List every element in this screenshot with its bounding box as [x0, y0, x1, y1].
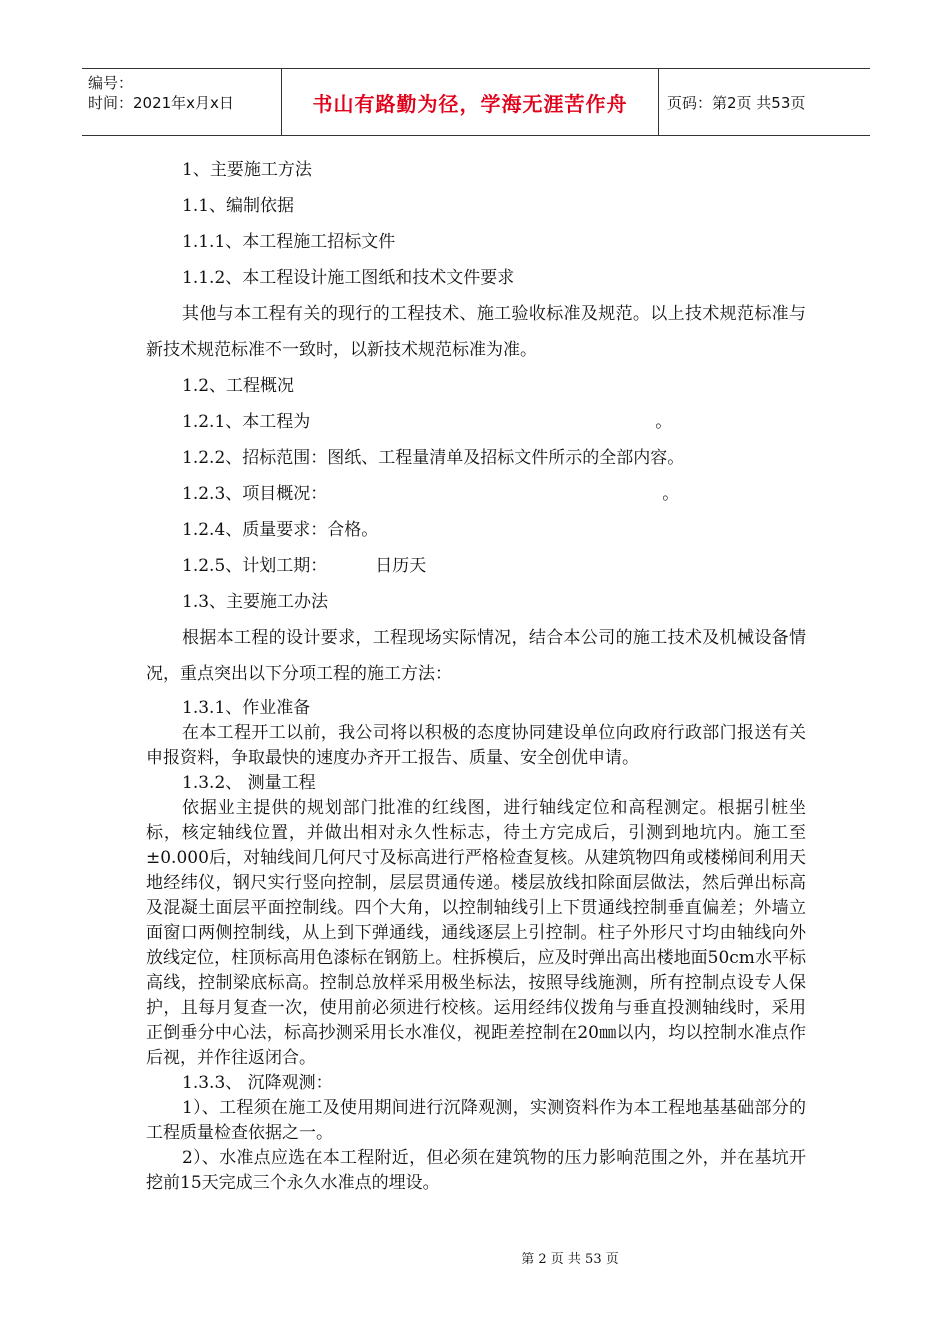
header-meta — [82, 69, 282, 135]
line-1-2-5-end: 日历天 — [375, 556, 427, 576]
line-1-2-5-text: 1.2.5、计划工期： — [182, 556, 328, 576]
line-1-2-3-text: 1.2.3、项目概况： — [182, 484, 328, 504]
paragraph-settlement-2: 2）、水准点应选在本工程附近，但必须在建筑物的压力影响范围之外，并在基坑开挖前15天完成三个永久水准点的埋设。 — [146, 1148, 806, 1193]
heading-1: 1、主要施工方法 — [182, 160, 312, 180]
line-1-2-5 — [146, 548, 806, 584]
heading-1-3-3: 1.3.3、 沉降观测： — [182, 1073, 333, 1093]
heading-1-3-2: 1.3.2、 测量工程 — [182, 773, 316, 793]
doc-code-label: 编号： — [88, 74, 134, 92]
paragraph-preparation: 在本工程开工以前，我公司将以积极的态度协同建设单位向政府行政部门报送有关申报资料，争取最快的速度办齐开工报告、质量、安全创优申请。 — [146, 723, 806, 768]
header-motto: 书山有路勤为径，学海无涯苦作舟 — [282, 69, 659, 135]
heading-1-3-1: 1.3.1、作业准备 — [182, 698, 311, 718]
page-header — [82, 68, 870, 136]
line-1-2-1-end: 。 — [655, 412, 673, 432]
header-page-info: 页码：第2页 共53页 — [667, 93, 806, 112]
line-1-2-2: 1.2.2、招标范围：图纸、工程量清单及招标文件所示的全部内容。 — [182, 448, 685, 468]
document-body — [146, 152, 806, 1196]
line-1-2-1 — [146, 404, 806, 440]
paragraph-survey: 依据业主提供的规划部门批准的红线图，进行轴线定位和高程测定。根据引桩坐标，核定轴线位置，并做出相对永久性标志，待土方完成后，引测到地坑内。施工至±0.000后，对轴线间几何尺寸及标高进行严格检查复核。从建筑物四角或楼梯间利用天地经纬仪，钢尺实行竖向控制，层层贯通传递。楼层放线扣除面层做法，然后弹出标高及混凝土面层平面控制线。四个大角，以控制轴线引上下贯通线控制垂直偏差；外墙立面窗口两侧控制线，从上到下弹通线，通线逐层上引控制。柱子外形尺寸均由轴线向外放线定位，柱顶标高用色漆标在钢筋上。柱拆模后，应及时弹出高出楼地面50cm水平标高线，控制梁底标高。控制总放样采用极坐标法，按照导线施测，所有控制点设专人保护，且每月复查一次，使用前必须进行校核。运用经纬仪拨角与垂直投测轴线时，采用正倒垂分中心法，标高抄测采用长水准仪，视距差控制在20㎜以内，均以控制水准点作后视，并作往返闭合。 — [146, 798, 806, 1068]
heading-1-1-1: 1.1.1、本工程施工招标文件 — [182, 232, 396, 252]
heading-1-2: 1.2、工程概况 — [182, 376, 295, 396]
paragraph-standards: 其他与本工程有关的现行的工程技术、施工验收标准及规范。以上技术规范标准与新技术规范标准不一致时，以新技术规范标准为准。 — [146, 304, 806, 360]
heading-1-1-2: 1.1.2、本工程设计施工图纸和技术文件要求 — [182, 268, 515, 288]
line-1-2-3-end: 。 — [662, 484, 680, 504]
paragraph-methods: 根据本工程的设计要求，工程现场实际情况，结合本公司的施工技术及机械设备情况，重点突出以下分项工程的施工方法： — [146, 628, 806, 684]
heading-1-3: 1.3、主要施工办法 — [182, 592, 329, 612]
line-1-2-4: 1.2.4、质量要求：合格。 — [182, 520, 379, 540]
line-1-2-1-text: 1.2.1、本工程为 — [182, 412, 311, 432]
line-1-2-3 — [146, 476, 806, 512]
page-footer: 第 2 页 共 53 页 — [521, 1252, 619, 1267]
heading-1-1: 1.1、编制依据 — [182, 196, 295, 216]
doc-time: 时间：2021年x月x日 — [88, 94, 234, 112]
paragraph-settlement-1: 1）、工程须在施工及使用期间进行沉降观测，实测资料作为本工程地基基础部分的工程质量检查依据之一。 — [146, 1098, 806, 1143]
